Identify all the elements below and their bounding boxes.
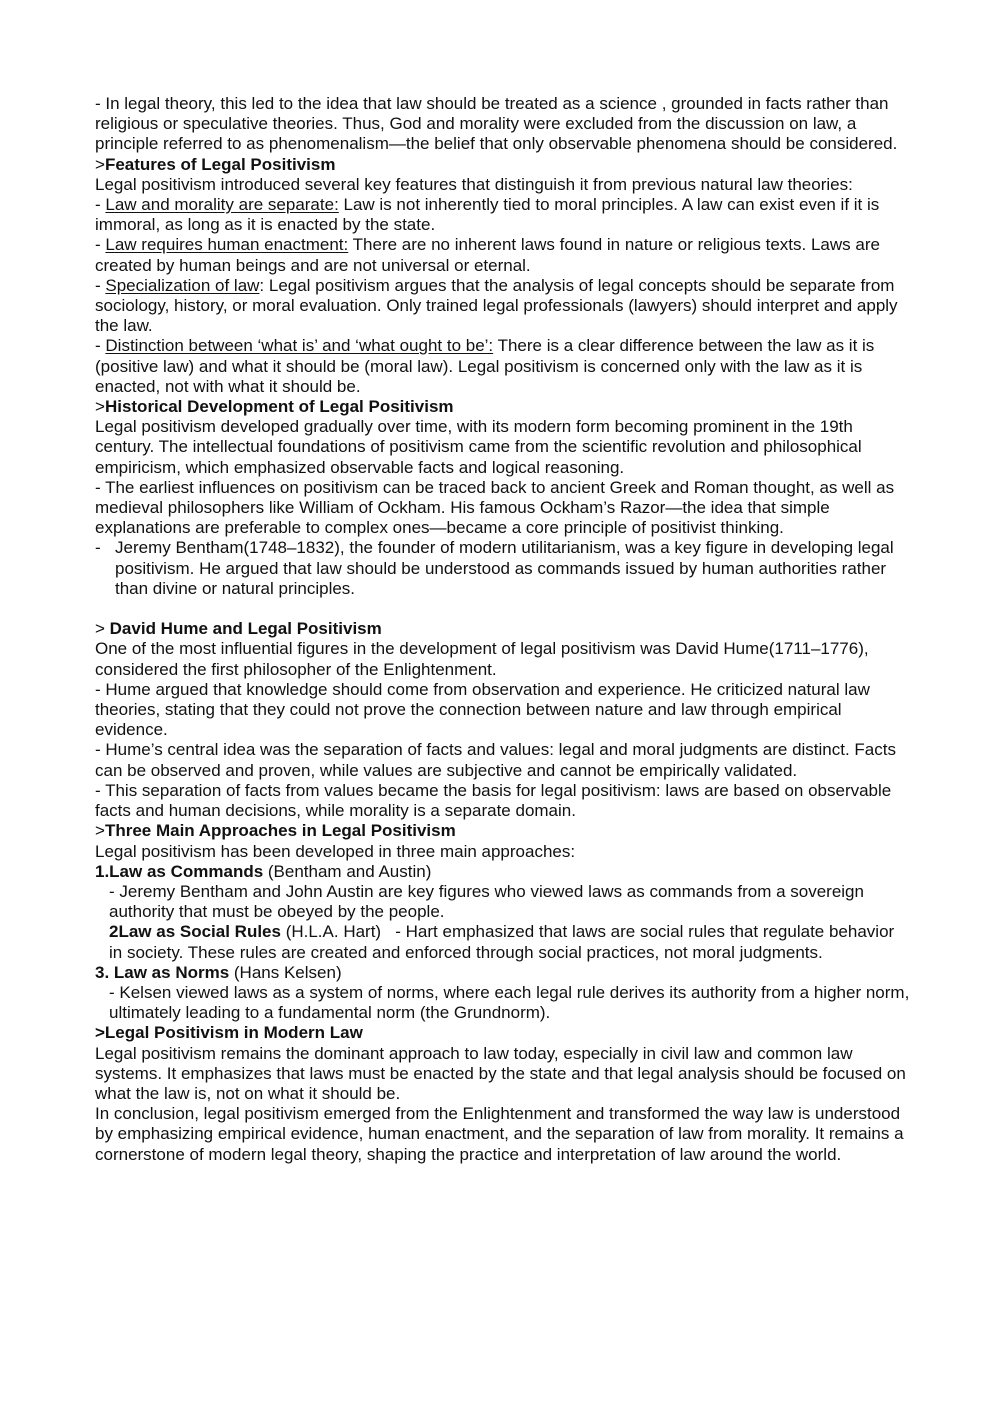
approach-title-text: 2Law as Social Rules — [109, 922, 281, 942]
heading-marker: > — [95, 619, 110, 639]
features-heading-text: Features of Legal Positivism — [104, 154, 336, 174]
approach-title-text: 3. Law as Norms — [95, 962, 230, 982]
feature-item — [95, 195, 910, 235]
history-paragraph: - The earliest influences on positivism can be traced back to ancient Greek and Roman thought, as well as medieval philosophers like William of Ockham. His famous Ockham’s Razor—the idea that simple explanations are preferable to complex ones—became a core principle of positivist thinking. — [95, 477, 895, 538]
features-heading — [95, 155, 910, 175]
approach-authors: (Bentham and Austin) — [263, 861, 432, 881]
intro-paragraph: - In legal theory, this led to the idea that law should be treated as a science , grounded in facts rather than religious or speculative theories. Thus, God and morality were excluded from the discussion on law, a principle referred to as phenomenalism—the belief that only observable phenomena should be considered. — [95, 94, 898, 154]
approach-title — [95, 963, 910, 983]
bentham-bullet — [95, 538, 910, 599]
approach-text: - Hart emphasized that laws are social rules that regulate behavior in society. These rules are created and enforced through social practices, not moral judgments. — [109, 922, 899, 962]
feature-item — [95, 336, 910, 397]
hume-heading — [95, 619, 910, 639]
approach-authors: (H.L.A. Hart) — [280, 922, 382, 942]
heading-marker: > — [95, 821, 105, 841]
bullet-text: Jeremy Bentham(1748–1832), the founder of modern utilitarianism, was a key figure in developing legal positivism. He argued that law should be understood as commands issued by human authorities rather than divine or natural principles. — [115, 538, 894, 598]
document-page — [95, 94, 910, 1165]
feature-text: Law is not inherently tied to moral principles. A law can exist even if it is immoral, as long as it is enacted by the state. — [95, 195, 880, 235]
conclusion-paragraph: In conclusion, legal positivism emerged from the Enlightenment and transformed the way law is understood by emphasizing empirical evidence, human enactment, and the separation of law from morality. It remains a cornerstone of modern legal theory, shaping the practice and interpretation of law around the world. — [95, 1104, 904, 1164]
hume-paragraph: - Hume argued that knowledge should come from observation and experience. He criticized natural law theories, stating that they could not prove the connection between nature and law through empirical evidence. — [95, 679, 870, 740]
approach-text: - Kelsen viewed laws as a system of norms, where each legal rule derives its authority from a higher norm, ultimately leading to a fundamental norm (the Grundnorm). — [109, 982, 910, 1023]
approaches-heading — [95, 821, 910, 841]
approach-authors: (Hans Kelsen) — [229, 962, 342, 982]
modern-paragraph: Legal positivism remains the dominant approach to law today, especially in civil law and common law systems. It emphasizes that laws must be enacted by the state and that legal analysis should be focused on what the law is, not on what it should be. — [95, 1043, 906, 1103]
blank-line — [95, 599, 910, 619]
feature-item — [95, 235, 910, 275]
history-paragraph: Legal positivism developed gradually over time, with its modern form becoming prominent in the 19th century. The intellectual foundations of positivism came from the scientific revolution and philosophical empiricism, which emphasized observable facts and logical reasoning. — [95, 417, 862, 477]
feature-term: Law and morality are separate: — [105, 195, 339, 215]
approach-title-text: 1.Law as Commands — [95, 861, 264, 881]
approach-title — [95, 862, 910, 882]
modern-heading: >Legal Positivism in Modern Law — [95, 1023, 363, 1043]
approaches-heading-text: Three Main Approaches in Legal Positivism — [104, 821, 456, 841]
feature-text: There is a clear difference between the law as it is (positive law) and what it should be (moral law). Legal positivism is concerned only with the law as it is enacted, not with what it should be. — [95, 336, 875, 396]
feature-term: Law requires human enactment: — [105, 235, 349, 255]
hume-heading-text: David Hume and Legal Positivism — [109, 619, 382, 639]
feature-text: There are no inherent laws found in nature or religious texts. Laws are created by human beings and are not universal or eternal. — [95, 235, 880, 275]
history-heading — [95, 397, 910, 417]
feature-dash: - — [95, 336, 106, 356]
hume-paragraph: - Hume’s central idea was the separation of facts and values: legal and moral judgments are distinct. Facts can be observed and proven, while values are subjective and cannot be empirically validated. — [95, 740, 896, 780]
feature-term: Specialization of law — [105, 275, 260, 295]
heading-marker: > — [95, 397, 105, 417]
feature-dash: - — [95, 195, 106, 215]
feature-item — [95, 276, 910, 337]
feature-term: Distinction between ‘what is’ and ‘what ought to be’: — [105, 336, 494, 356]
feature-dash: - — [95, 275, 106, 295]
history-heading-text: Historical Development of Legal Positivism — [104, 397, 454, 417]
hume-paragraph: One of the most influential figures in the development of legal positivism was David Hume(1711–1776), considered the first philosopher of the Enlightenment. — [95, 639, 869, 679]
hume-paragraph: - This separation of facts from values became the basis for legal positivism: laws are based on observable facts and human decisions, while morality is a separate domain. — [95, 780, 892, 821]
approach-text: - Jeremy Bentham and John Austin are key figures who viewed laws as commands from a sovereign authority that must be obeyed by the people. — [109, 881, 864, 922]
approach-title — [95, 922, 910, 962]
approaches-intro: Legal positivism has been developed in three main approaches: — [95, 841, 576, 861]
heading-marker: > — [95, 154, 105, 174]
bullet-dash: - — [95, 538, 101, 558]
feature-text: : Legal positivism argues that the analysis of legal concepts should be separate from sociology, history, or moral evaluation. Only trained legal professionals (lawyers) should interpret and apply the law. — [95, 275, 898, 336]
feature-dash: - — [95, 235, 106, 255]
features-intro: Legal positivism introduced several key features that distinguish it from previous natural law theories: — [95, 174, 853, 194]
